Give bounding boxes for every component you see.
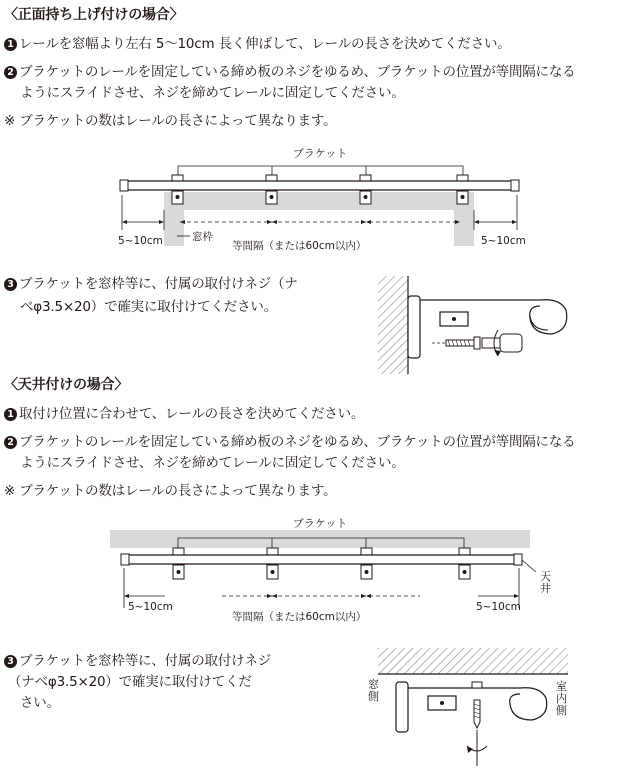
ceiling-label-text-char: 天 <box>540 570 551 583</box>
left-margin-label-2: 5~10cm <box>128 601 173 613</box>
left-margin-label: 5~10cm <box>118 235 163 247</box>
section1-step3-text1: ブラケットを窓枠等に、付属の取付けネジ（ナ <box>19 276 298 292</box>
section1-step2-text1: ブラケットのレールを固定している締め板のネジをゆるめ、ブラケットの位置が等間隔になる <box>19 64 576 80</box>
ceiling-screw <box>474 700 480 728</box>
step-number-badge: 2 <box>4 436 17 449</box>
room-side-text-char: 側 <box>556 704 567 717</box>
step-number-badge: 1 <box>4 38 17 51</box>
ceiling-hatch <box>378 648 568 674</box>
bracket-label-2: ブラケット <box>292 517 348 530</box>
section2-heading: 〈天井付けの場合〉 <box>4 377 129 393</box>
right-margin-label: 5~10cm <box>481 235 526 247</box>
section1-step1-text: レールを窓幅より左右 5～10cm 長く伸ばして、レールの長さを決めてください。 <box>19 36 511 52</box>
section1-heading: 〈正面持ち上げ付けの場合〉 <box>4 7 184 23</box>
right-margin-label-2: 5~10cm <box>476 601 521 613</box>
interval-label-2: 等間隔（または60cm以内） <box>232 611 367 623</box>
section2-step3-line3: さい。 <box>20 695 60 711</box>
interval-label: 等間隔（または60cm以内） <box>232 240 367 252</box>
step-number-badge: 3 <box>4 655 17 668</box>
room-side-label <box>556 679 567 717</box>
section2-step1-text: 取付け位置に合わせて、レールの長さを決めてください。 <box>19 406 365 422</box>
section2-note: ※ ブラケットの数はレールの長さによって異なります。 <box>4 483 337 499</box>
section2-step3-text1: ブラケットを窓枠等に、付属の取付けネジ <box>19 653 272 669</box>
bracket-label: ブラケット <box>292 147 348 160</box>
window-frame-label: 窓枠 <box>192 231 213 243</box>
window-side-text-char: 窓 <box>368 678 379 691</box>
step-number-badge: 1 <box>4 408 17 421</box>
section2-step2-line2: ようにスライドさせ、ネジを締めてレールに固定してください。 <box>20 455 405 471</box>
window-side-text-char: 側 <box>368 690 379 703</box>
ceiling-bracket-base <box>396 682 408 732</box>
room-side-text-char: 内 <box>556 692 567 705</box>
section1-note: ※ ブラケットの数はレールの長さによって異なります。 <box>4 113 337 129</box>
section2-step2-text1: ブラケットのレールを固定している締め板のネジをゆるめ、ブラケットの位置が等間隔になる <box>19 434 576 450</box>
ceiling-label-text-char: 井 <box>540 582 551 595</box>
section1-step2-line2: ようにスライドさせ、ネジを締めてレールに固定してください。 <box>20 85 405 101</box>
section1-step3-line2: べφ3.5×20）で確実に取付けてください。 <box>20 299 277 315</box>
step-number-badge: 3 <box>4 278 17 291</box>
window-side-label <box>368 678 379 703</box>
step-number-badge: 2 <box>4 66 17 79</box>
section2-step3-line2: （ナべφ3.5×20）で確実に取付けてくだ <box>8 674 252 690</box>
room-side-text-char: 室 <box>556 680 567 693</box>
